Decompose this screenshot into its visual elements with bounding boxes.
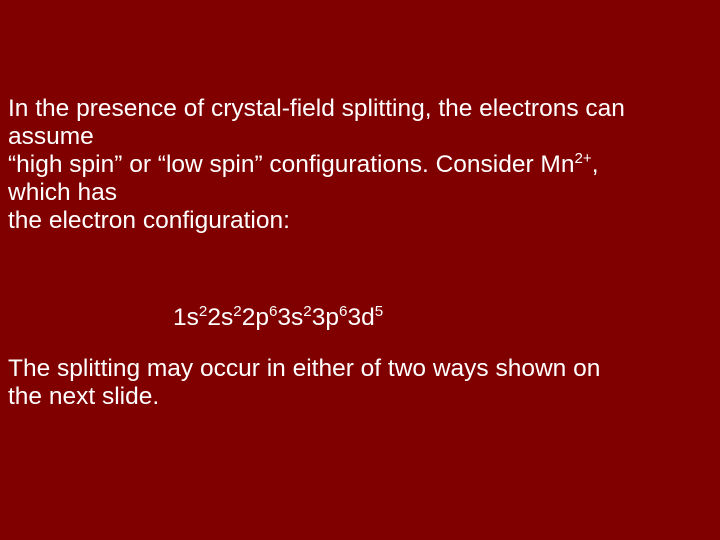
intro-line-3-comma: , bbox=[591, 151, 599, 178]
outro-line-2: the next slide. bbox=[8, 383, 160, 410]
electron-count: 5 bbox=[374, 302, 384, 320]
outro-line-1: The splitting may occur in either of two ways shown on bbox=[8, 355, 601, 382]
intro-paragraph bbox=[8, 95, 708, 235]
config-term bbox=[347, 304, 383, 331]
config-term bbox=[242, 304, 278, 331]
electron-count: 6 bbox=[339, 302, 348, 320]
outro-paragraph bbox=[8, 355, 708, 411]
orbital-label: 2p bbox=[241, 304, 269, 331]
ion-charge-superscript: 2+ bbox=[574, 149, 592, 167]
intro-line-1: In the presence of crystal-field splitting, the electrons can bbox=[8, 95, 625, 122]
orbital-label: 3d bbox=[347, 304, 375, 331]
intro-line-5: the electron configuration: bbox=[8, 207, 290, 234]
config-term bbox=[277, 304, 311, 331]
orbital-label: 1s bbox=[173, 304, 199, 331]
intro-line-3-text: “high spin” or “low spin” configurations. Consider Mn bbox=[8, 151, 575, 178]
electron-count: 2 bbox=[233, 302, 242, 320]
config-term bbox=[312, 304, 348, 331]
orbital-label: 3s bbox=[277, 304, 304, 331]
config-term bbox=[173, 304, 207, 331]
electron-count: 2 bbox=[198, 302, 208, 320]
intro-line-2: assume bbox=[8, 123, 94, 150]
orbital-label: 3p bbox=[311, 304, 340, 331]
intro-line-3 bbox=[8, 151, 708, 179]
config-term bbox=[207, 304, 241, 331]
electron-count: 6 bbox=[268, 302, 278, 320]
intro-line-4: which has bbox=[8, 179, 117, 206]
electron-configuration bbox=[173, 304, 383, 332]
electron-count: 2 bbox=[303, 302, 312, 320]
orbital-label: 2s bbox=[207, 304, 234, 331]
